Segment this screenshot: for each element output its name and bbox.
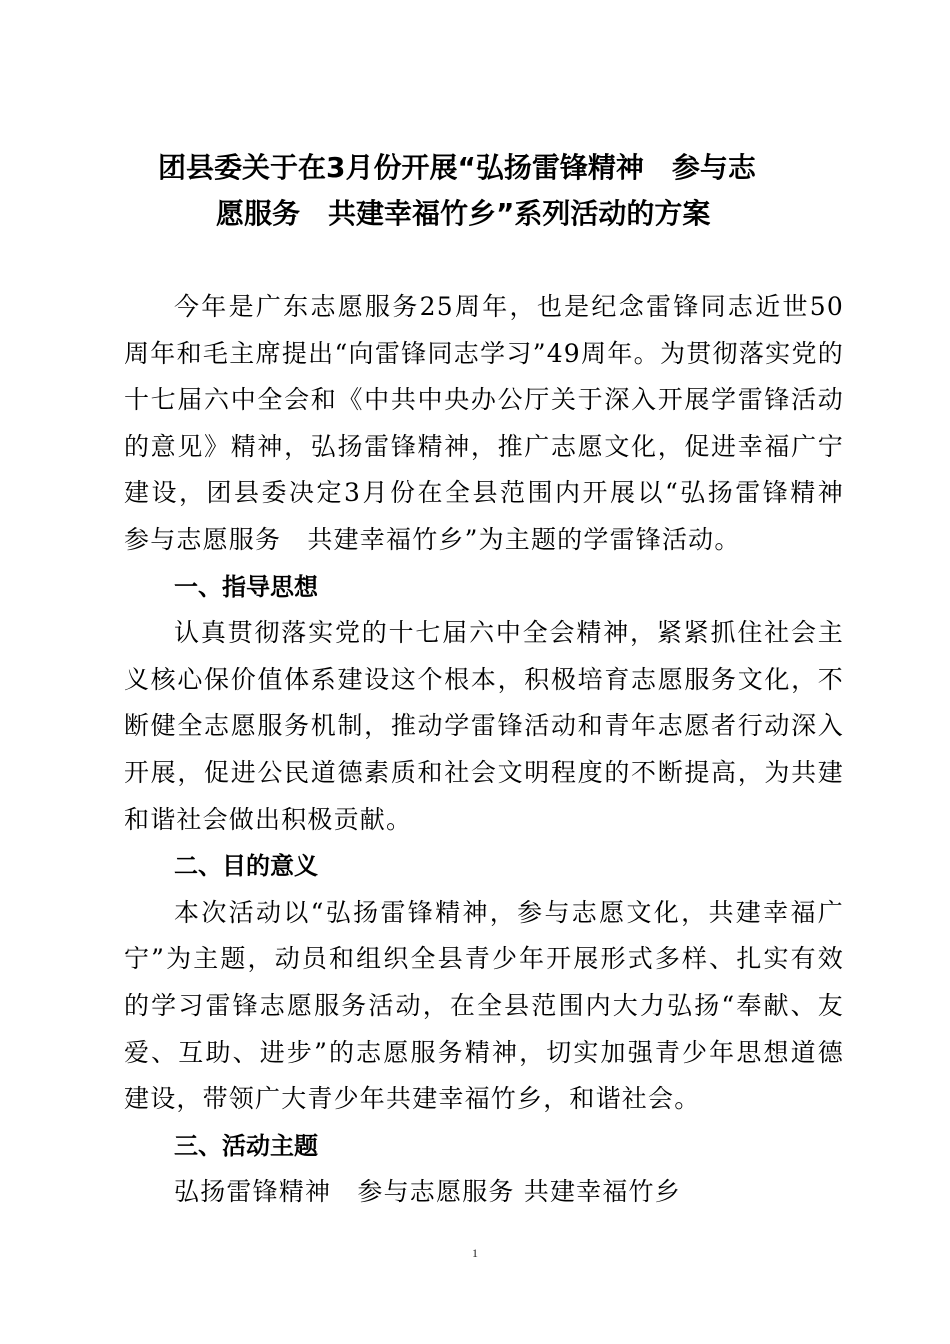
document-body [124,284,871,1216]
document-title-line-2: 愿服务 共建幸福竹乡”系列活动的方案 [216,197,711,230]
intro-paragraph: 今年是广东志愿服务25周年，也是纪念雷锋同志近世50周年和毛主席提出“向雷锋同志学习”49周年。为贯彻落实党的十七届六中全会和《中共中央办公厅关于深入开展学雷锋活动的意见》精神，弘扬雷锋精神，推广志愿文化，促进幸福广宁建设，团县委决定3月份在全县范围内开展以“弘扬雷锋精神 参与志愿服务 共建幸福竹乡”为主题的学雷锋活动。 [124,292,871,554]
section-heading-guiding-thought: 一、指导思想 [174,572,318,601]
document-title-line-1: 团县委关于在3月份开展“弘扬雷锋精神 参与志 [158,151,756,184]
section-text-purpose: 本次活动以“弘扬雷锋精神，参与志愿文化，共建幸福广宁”为主题，动员和组织全县青少年开展形式多样、扎实有效的学习雷锋志愿服务活动，在全县范围内大力弘扬“奉献、友爱、互助、进步”的志愿服务精神，切实加强青少年思想道德建设，带领广大青少年共建幸福竹乡，和谐社会。 [124,897,844,1114]
page-number: 1 [472,1246,478,1260]
section-text-theme: 弘扬雷锋精神 参与志愿服务 共建幸福竹乡 [174,1177,681,1207]
section-heading-purpose: 二、目的意义 [174,852,318,881]
section-heading-theme: 三、活动主题 [174,1131,318,1160]
section-text-guiding-thought: 认真贯彻落实党的十七届六中全会精神，紧紧抓住社会主义核心保价值体系建设这个根本，积极培育志愿服务文化，不断健全志愿服务机制，推动学雷锋活动和青年志愿者行动深入开展，促进公民道德素质和社会文明程度的不断提高，为共建和谐社会做出积极贡献。 [124,618,844,834]
